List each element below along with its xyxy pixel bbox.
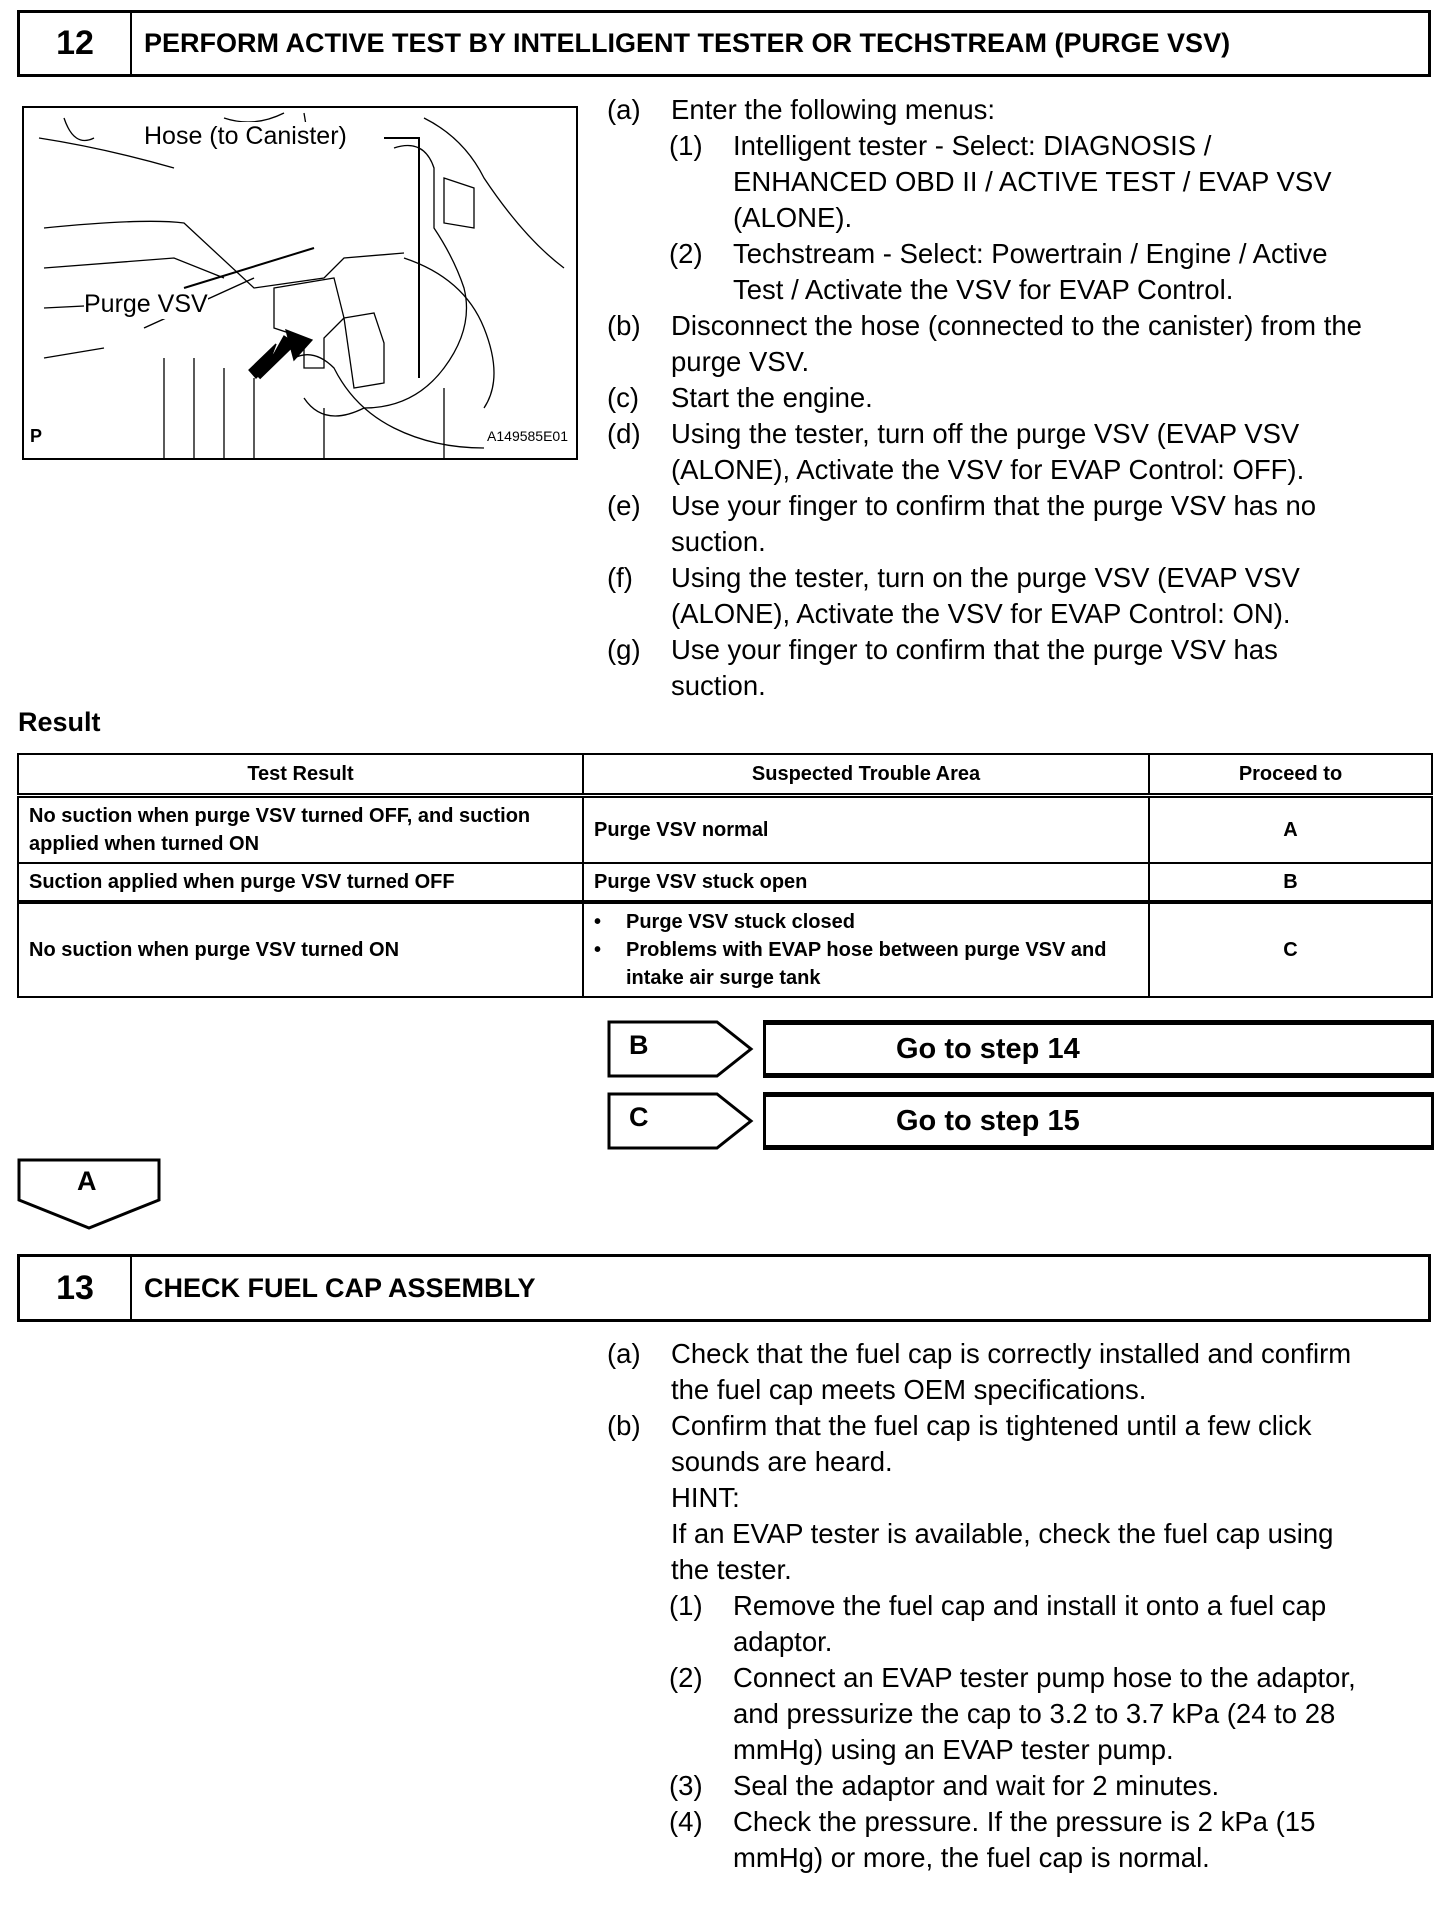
line-text: (ALONE), Activate the VSV for EVAP Control: OFF). bbox=[671, 454, 1305, 485]
line-text: If an EVAP tester is available, check the fuel cap using bbox=[671, 1518, 1334, 1549]
sub-instruction-line bbox=[607, 1768, 1437, 1804]
instruction-line bbox=[607, 488, 1437, 524]
list-item: • Purge VSV stuck closed bbox=[626, 908, 1138, 936]
proceed-cell: C bbox=[1149, 902, 1432, 997]
test-result-cell: Suction applied when purge VSV turned OFF bbox=[18, 863, 583, 902]
trouble-area-cell: Purge VSV normal bbox=[583, 796, 1149, 864]
branch-tag-label: B bbox=[629, 1030, 649, 1060]
sub-instruction-line bbox=[607, 1696, 1437, 1732]
instruction-line bbox=[607, 92, 1437, 128]
branch-tag-label: C bbox=[629, 1102, 649, 1132]
figure-corner-mark: P bbox=[30, 426, 43, 446]
line-text: (ALONE). bbox=[733, 202, 853, 233]
instruction-line bbox=[607, 380, 1437, 416]
line-text: Check the pressure. If the pressure is 2 kPa (15 bbox=[733, 1806, 1316, 1837]
step-number: 13 bbox=[20, 1257, 132, 1319]
trouble-area-cell bbox=[583, 902, 1149, 997]
line-text: Confirm that the fuel cap is tightened until a few click bbox=[671, 1410, 1312, 1441]
instruction-line bbox=[607, 344, 1437, 380]
line-text: the tester. bbox=[671, 1554, 792, 1585]
line-text: Using the tester, turn on the purge VSV (EVAP VSV bbox=[671, 562, 1300, 593]
sub-instruction-line bbox=[607, 1732, 1437, 1768]
continue-tag-a bbox=[17, 1158, 163, 1230]
sub-instruction-line bbox=[607, 1840, 1437, 1876]
instruction-line bbox=[607, 452, 1437, 488]
continue-tag-label: A bbox=[77, 1166, 97, 1196]
test-result-cell: No suction when purge VSV turned OFF, and suction applied when turned ON bbox=[18, 796, 583, 864]
item-label: (e) bbox=[607, 490, 641, 521]
step-12-header bbox=[17, 10, 1431, 77]
line-text: HINT: bbox=[671, 1482, 740, 1513]
sub-instruction-line bbox=[607, 1624, 1437, 1660]
line-text: suction. bbox=[671, 526, 766, 557]
item-label: (1) bbox=[669, 1590, 703, 1621]
instruction-line bbox=[607, 596, 1437, 632]
instruction-line bbox=[607, 524, 1437, 560]
instruction-line bbox=[607, 1408, 1437, 1444]
line-text: Using the tester, turn off the purge VSV (EVAP VSV bbox=[671, 418, 1300, 449]
line-text: Intelligent tester - Select: DIAGNOSIS / bbox=[733, 130, 1212, 161]
instruction-line bbox=[607, 668, 1437, 704]
line-text: mmHg) or more, the fuel cap is normal. bbox=[733, 1842, 1210, 1873]
line-text: and pressurize the cap to 3.2 to 3.7 kPa (24 to 28 bbox=[733, 1698, 1336, 1729]
line-text: sounds are heard. bbox=[671, 1446, 893, 1477]
hose-label: Hose (to Canister) bbox=[144, 122, 347, 150]
sub-instruction-line bbox=[607, 272, 1437, 308]
instruction-line bbox=[607, 1336, 1437, 1372]
sub-instruction-line bbox=[607, 1804, 1437, 1840]
go-to-step-14-box[interactable]: Go to step 14 bbox=[763, 1020, 1434, 1078]
item-label: (4) bbox=[669, 1806, 703, 1837]
item-label: (1) bbox=[669, 130, 703, 161]
item-label: (f) bbox=[607, 562, 633, 593]
instruction-line bbox=[607, 1552, 1437, 1588]
item-label: (c) bbox=[607, 382, 640, 413]
instruction-line bbox=[607, 1480, 1437, 1516]
engine-drawing bbox=[24, 108, 576, 458]
instruction-line bbox=[607, 416, 1437, 452]
list-item: • Problems with EVAP hose between purge VSV and intake air surge tank bbox=[626, 936, 1138, 992]
branch-tag-b bbox=[607, 1020, 755, 1078]
column-header: Test Result bbox=[18, 754, 583, 796]
sub-instruction-line bbox=[607, 1588, 1437, 1624]
branch-tag-c bbox=[607, 1092, 755, 1150]
instruction-line bbox=[607, 632, 1437, 668]
column-header: Proceed to bbox=[1149, 754, 1432, 796]
step-13-header bbox=[17, 1254, 1431, 1322]
instruction-line bbox=[607, 1372, 1437, 1408]
item-label: (3) bbox=[669, 1770, 703, 1801]
figure-code: A149585E01 bbox=[487, 428, 568, 444]
line-text: Start the engine. bbox=[671, 382, 873, 413]
sub-instruction-line bbox=[607, 1660, 1437, 1696]
line-text: Seal the adaptor and wait for 2 minutes. bbox=[733, 1770, 1220, 1801]
instruction-line bbox=[607, 1516, 1437, 1552]
sub-instruction-line bbox=[607, 128, 1437, 164]
line-text: Enter the following menus: bbox=[671, 94, 996, 125]
trouble-area-list bbox=[594, 908, 1138, 992]
line-text: Use your finger to confirm that the purge VSV has bbox=[671, 634, 1278, 665]
item-label: (2) bbox=[669, 238, 703, 269]
proceed-cell: B bbox=[1149, 863, 1432, 902]
purge-vsv-illustration bbox=[22, 106, 578, 460]
step-title: PERFORM ACTIVE TEST BY INTELLIGENT TESTER OR TECHSTREAM (PURGE VSV) bbox=[144, 28, 1231, 58]
item-label: (g) bbox=[607, 634, 641, 665]
step-13-instructions bbox=[607, 1336, 1437, 1876]
go-to-step-15-box[interactable]: Go to step 15 bbox=[763, 1092, 1434, 1150]
line-text: mmHg) using an EVAP tester pump. bbox=[733, 1734, 1174, 1765]
instruction-line bbox=[607, 1444, 1437, 1480]
line-text: Connect an EVAP tester pump hose to the adaptor, bbox=[733, 1662, 1356, 1693]
column-header: Suspected Trouble Area bbox=[583, 754, 1149, 796]
line-text: purge VSV. bbox=[671, 346, 810, 377]
line-text: suction. bbox=[671, 670, 766, 701]
sub-instruction-line bbox=[607, 236, 1437, 272]
line-text: Test / Activate the VSV for EVAP Control. bbox=[733, 274, 1234, 305]
purge-vsv-label: Purge VSV bbox=[84, 290, 208, 318]
item-label: (2) bbox=[669, 1662, 703, 1693]
item-label: (b) bbox=[607, 310, 641, 341]
line-text: Disconnect the hose (connected to the canister) from the bbox=[671, 310, 1362, 341]
line-text: adaptor. bbox=[733, 1626, 833, 1657]
line-text: (ALONE), Activate the VSV for EVAP Control: ON). bbox=[671, 598, 1291, 629]
result-table bbox=[17, 753, 1433, 998]
proceed-cell: A bbox=[1149, 796, 1432, 864]
test-result-cell: No suction when purge VSV turned ON bbox=[18, 902, 583, 997]
sub-instruction-line bbox=[607, 200, 1437, 236]
step-12-instructions bbox=[607, 92, 1437, 704]
item-label: (d) bbox=[607, 418, 641, 449]
table-row bbox=[18, 863, 1432, 902]
line-text: Check that the fuel cap is correctly installed and confirm bbox=[671, 1338, 1352, 1369]
line-text: Remove the fuel cap and install it onto a fuel cap bbox=[733, 1590, 1327, 1621]
step-number: 12 bbox=[20, 13, 132, 74]
item-label: (a) bbox=[607, 1338, 641, 1369]
line-text: Use your finger to confirm that the purge VSV has no bbox=[671, 490, 1317, 521]
table-row bbox=[18, 796, 1432, 864]
table-header-row bbox=[18, 754, 1432, 796]
item-label: (a) bbox=[607, 94, 641, 125]
instruction-line bbox=[607, 560, 1437, 596]
item-label: (b) bbox=[607, 1410, 641, 1441]
line-text: ENHANCED OBD II / ACTIVE TEST / EVAP VSV bbox=[733, 166, 1332, 197]
trouble-area-cell: Purge VSV stuck open bbox=[583, 863, 1149, 902]
result-heading: Result bbox=[18, 707, 101, 737]
instruction-line bbox=[607, 308, 1437, 344]
line-text: the fuel cap meets OEM specifications. bbox=[671, 1374, 1147, 1405]
line-text: Techstream - Select: Powertrain / Engine / Active bbox=[733, 238, 1328, 269]
step-title: CHECK FUEL CAP ASSEMBLY bbox=[144, 1272, 536, 1303]
sub-instruction-line bbox=[607, 164, 1437, 200]
table-row bbox=[18, 902, 1432, 997]
